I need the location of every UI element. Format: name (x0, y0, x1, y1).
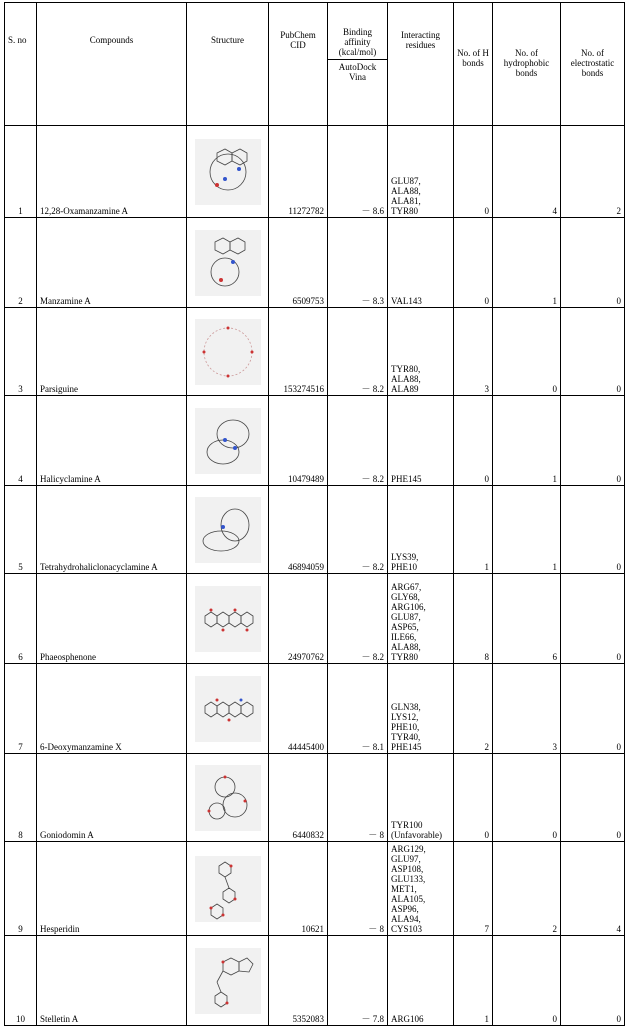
table-row (5, 308, 625, 396)
table-row (5, 754, 625, 842)
residue-item: GLY68, (391, 592, 420, 602)
row-compound-name: Parsiguine (37, 308, 187, 396)
residue-item: TYR100 (391, 820, 423, 830)
header-structure: Structure (187, 3, 269, 126)
row-binding-affinity: － 7.8 (328, 936, 388, 1026)
residue-item: GLN38, (391, 702, 421, 712)
row-h-bonds: 3 (454, 308, 493, 396)
residue-item: ARG106, (391, 602, 426, 612)
table-row (5, 396, 625, 486)
residue-item: LYS12, (391, 712, 419, 722)
row-structure (187, 754, 269, 842)
header-h-bonds: No. of H bonds (454, 3, 493, 126)
residue-item: ASP96, (391, 904, 419, 914)
row-sno: 8 (5, 754, 37, 842)
table-row (5, 126, 625, 218)
row-interacting-residues (388, 486, 454, 574)
row-electrostatic-bonds: 0 (561, 396, 625, 486)
molecule-structure-image (195, 408, 261, 474)
row-hydrophobic-bonds: 6 (493, 574, 561, 664)
row-hydrophobic-bonds: 1 (493, 218, 561, 308)
row-h-bonds: 7 (454, 842, 493, 936)
row-structure (187, 574, 269, 664)
row-hydrophobic-bonds: 2 (493, 842, 561, 936)
row-compound-name: 12,28-Oxamanzamine A (37, 126, 187, 218)
residue-item: ALA105, (391, 894, 426, 904)
row-pubchem-cid: 153274516 (269, 308, 328, 396)
residue-item: ASP108, (391, 864, 424, 874)
row-hydrophobic-bonds: 0 (493, 754, 561, 842)
residue-item: GLU87, (391, 612, 421, 622)
row-structure (187, 842, 269, 936)
row-interacting-residues (388, 308, 454, 396)
row-pubchem-cid: 11272782 (269, 126, 328, 218)
table-row (5, 842, 625, 936)
row-electrostatic-bonds: 0 (561, 308, 625, 396)
row-structure (187, 486, 269, 574)
row-h-bonds: 1 (454, 486, 493, 574)
residue-item: MET1, (391, 884, 417, 894)
residue-item: ASP65, (391, 622, 419, 632)
row-binding-affinity: － 8 (328, 754, 388, 842)
residue-item: ARG129, (391, 844, 426, 854)
header-row (5, 3, 625, 126)
row-pubchem-cid: 10621 (269, 842, 328, 936)
row-sno: 5 (5, 486, 37, 574)
header-hydrophobic-bonds: No. of hydrophobic bonds (493, 3, 561, 126)
row-h-bonds: 2 (454, 664, 493, 754)
residue-item: ALA94, (391, 914, 421, 924)
row-electrostatic-bonds: 2 (561, 126, 625, 218)
residue-item: GLU87, (391, 176, 421, 186)
molecule-structure-image (195, 230, 261, 296)
row-interacting-residues (388, 842, 454, 936)
row-interacting-residues (388, 396, 454, 486)
residue-item: PHE10 (391, 562, 418, 572)
row-compound-name: Halicyclamine A (37, 396, 187, 486)
residue-item: ALA88, (391, 642, 421, 652)
row-structure (187, 308, 269, 396)
table-row (5, 486, 625, 574)
residue-item: ILE66, (391, 632, 417, 642)
header-binding-affinity (328, 3, 388, 126)
row-sno: 7 (5, 664, 37, 754)
row-compound-name: 6-Deoxymanzamine X (37, 664, 187, 754)
row-pubchem-cid: 5352083 (269, 936, 328, 1026)
header-sno: S. no (5, 3, 37, 126)
row-pubchem-cid: 24970762 (269, 574, 328, 664)
row-h-bonds: 0 (454, 218, 493, 308)
row-structure (187, 396, 269, 486)
header-pubchem-cid: PubChem CID (269, 3, 328, 126)
molecule-structure-image (195, 856, 261, 922)
row-pubchem-cid: 46894059 (269, 486, 328, 574)
residue-item: ALA89 (391, 384, 419, 394)
molecule-structure-image (195, 319, 261, 385)
row-interacting-residues (388, 574, 454, 664)
row-sno: 4 (5, 396, 37, 486)
residue-item: (Unfavorable) (391, 830, 442, 840)
row-structure (187, 218, 269, 308)
docking-results-table (4, 2, 625, 1026)
residue-item: ARG106 (391, 1014, 424, 1024)
table-row (5, 664, 625, 754)
residue-item: LYS39, (391, 552, 419, 562)
molecule-structure-image (195, 586, 261, 652)
residue-item: ALA88, (391, 374, 421, 384)
residue-item: TYR80 (391, 206, 418, 216)
residue-item: GLU133, (391, 874, 426, 884)
residue-item: PHE10, (391, 722, 420, 732)
row-interacting-residues (388, 218, 454, 308)
row-interacting-residues (388, 126, 454, 218)
molecule-structure-image (195, 139, 261, 205)
row-binding-affinity: － 8.3 (328, 218, 388, 308)
row-compound-name: Phaeosphenone (37, 574, 187, 664)
row-sno: 2 (5, 218, 37, 308)
row-electrostatic-bonds: 0 (561, 486, 625, 574)
row-hydrophobic-bonds: 0 (493, 308, 561, 396)
row-binding-affinity: － 8.1 (328, 664, 388, 754)
row-structure (187, 664, 269, 754)
header-compounds: Compounds (37, 3, 187, 126)
row-sno: 6 (5, 574, 37, 664)
molecule-structure-image (195, 497, 261, 563)
molecule-structure-image (195, 948, 261, 1014)
residue-item: TYR40, (391, 732, 421, 742)
row-binding-affinity: － 8.6 (328, 126, 388, 218)
table-row (5, 936, 625, 1026)
row-sno: 10 (5, 936, 37, 1026)
residue-item: TYR80 (391, 652, 418, 662)
residue-item: PHE145 (391, 742, 422, 752)
row-h-bonds: 8 (454, 574, 493, 664)
residue-item: CYS103 (391, 924, 423, 934)
row-binding-affinity: － 8.2 (328, 308, 388, 396)
row-sno: 9 (5, 842, 37, 936)
row-pubchem-cid: 10479489 (269, 396, 328, 486)
row-hydrophobic-bonds: 0 (493, 936, 561, 1026)
row-binding-affinity: － 8.2 (328, 396, 388, 486)
row-interacting-residues (388, 754, 454, 842)
row-electrostatic-bonds: 4 (561, 842, 625, 936)
row-pubchem-cid: 44445400 (269, 664, 328, 754)
row-electrostatic-bonds: 0 (561, 936, 625, 1026)
row-structure (187, 126, 269, 218)
residue-item: ARG67, (391, 582, 422, 592)
row-compound-name: Manzamine A (37, 218, 187, 308)
header-interacting-residues: Interacting residues (388, 3, 454, 126)
row-electrostatic-bonds: 0 (561, 218, 625, 308)
row-sno: 3 (5, 308, 37, 396)
row-electrostatic-bonds: 0 (561, 754, 625, 842)
row-sno: 1 (5, 126, 37, 218)
residue-item: PHE145 (391, 474, 422, 484)
residue-item: TYR80, (391, 364, 421, 374)
header-electrostatic-bonds: No. of electrostatic bonds (561, 3, 625, 126)
row-h-bonds: 1 (454, 936, 493, 1026)
row-electrostatic-bonds: 0 (561, 574, 625, 664)
row-interacting-residues (388, 936, 454, 1026)
row-compound-name: Tetrahydrohaliclonacyclamine A (37, 486, 187, 574)
residue-item: GLU97, (391, 854, 421, 864)
row-hydrophobic-bonds: 4 (493, 126, 561, 218)
header-binding-affinity-label: Binding affinity (kcal/mol) (328, 3, 387, 60)
row-h-bonds: 0 (454, 396, 493, 486)
row-h-bonds: 0 (454, 754, 493, 842)
residue-item: VAL143 (391, 296, 422, 306)
row-pubchem-cid: 6509753 (269, 218, 328, 308)
row-hydrophobic-bonds: 1 (493, 396, 561, 486)
row-hydrophobic-bonds: 3 (493, 664, 561, 754)
row-structure (187, 936, 269, 1026)
residue-item: ALA81, (391, 196, 421, 206)
molecule-structure-image (195, 765, 261, 831)
row-binding-affinity: － 8.2 (328, 486, 388, 574)
molecule-structure-image (195, 676, 261, 742)
row-compound-name: Hesperidin (37, 842, 187, 936)
table-row (5, 218, 625, 308)
row-pubchem-cid: 6440832 (269, 754, 328, 842)
row-binding-affinity: － 8.2 (328, 574, 388, 664)
residue-item: ALA88, (391, 186, 421, 196)
table-row (5, 574, 625, 664)
row-h-bonds: 0 (454, 126, 493, 218)
row-hydrophobic-bonds: 1 (493, 486, 561, 574)
row-compound-name: Stelletin A (37, 936, 187, 1026)
row-electrostatic-bonds: 0 (561, 664, 625, 754)
row-binding-affinity: － 8 (328, 842, 388, 936)
header-autodock-vina: AutoDock Vina (338, 62, 377, 82)
row-interacting-residues (388, 664, 454, 754)
row-compound-name: Goniodomin A (37, 754, 187, 842)
